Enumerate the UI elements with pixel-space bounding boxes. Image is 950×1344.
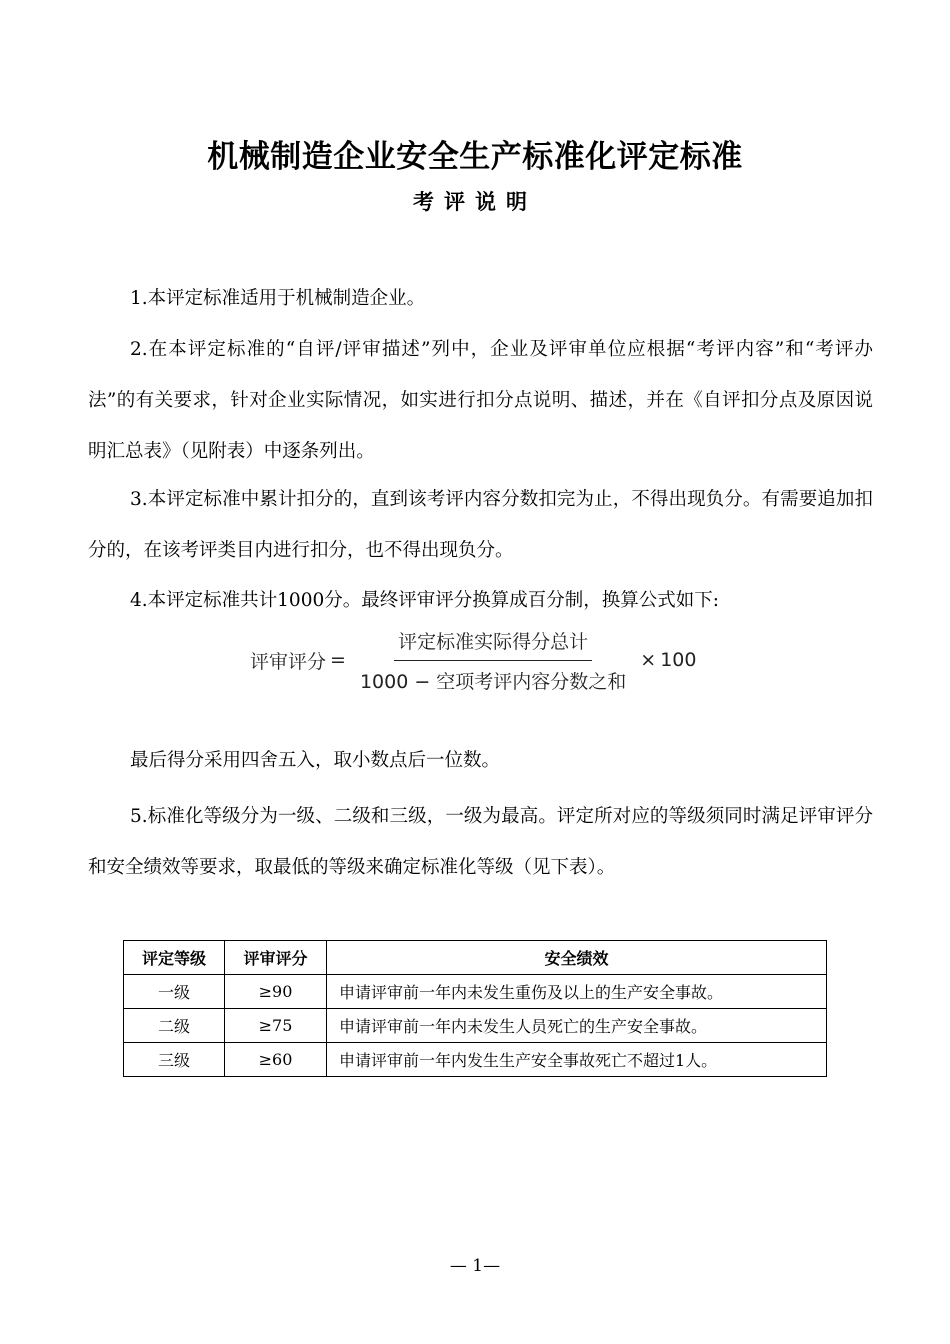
cell-safety-performance: 申请评审前一年内未发生重伤及以上的生产安全事故。 <box>327 975 827 1009</box>
document-subtitle: 考评说明 <box>413 190 537 214</box>
grade-table <box>123 940 827 1077</box>
cell-score: ≥75 <box>225 1009 327 1043</box>
header-score: 评审评分 <box>225 941 327 975</box>
paragraph-3: 3.本评定标准中累计扣分的，直到该考评内容分数扣完为止，不得出现负分。有需要追加扣分的，在该考评类目内进行扣分，也不得出现负分。 <box>88 489 873 561</box>
score-formula <box>250 625 696 695</box>
cell-safety-performance: 申请评审前一年内发生生产安全事故死亡不超过1人。 <box>327 1043 827 1077</box>
formula-numerator: 评定标准实际得分总计 <box>394 627 592 661</box>
page-number: — 1— <box>449 1256 501 1276</box>
cell-score: ≥90 <box>225 975 327 1009</box>
table-row <box>124 975 827 1009</box>
table-row <box>124 1009 827 1043</box>
paragraph-1: 1.本评定标准适用于机械制造企业。 <box>130 288 426 309</box>
cell-grade: 一级 <box>124 975 225 1009</box>
paragraph-2: 2.在本评定标准的“自评/评审描述”列中，企业及评审单位应根据“考评内容”和“考评办法”的有关要求，针对企业实际情况，如实进行扣分点说明、描述，并在《自评扣分点及原因说明汇总表》（见附表）中逐条列出。 <box>88 339 873 462</box>
formula-times: × <box>640 649 657 671</box>
table-header-row <box>124 941 827 975</box>
document-title: 机械制造企业安全生产标准化评定标准 <box>207 139 743 175</box>
header-safety-performance: 安全绩效 <box>327 941 827 975</box>
rounding-note: 最后得分采用四舍五入，取小数点后一位数。 <box>130 750 501 771</box>
header-grade: 评定等级 <box>124 941 225 975</box>
cell-score: ≥60 <box>225 1043 327 1077</box>
formula-multiplier: 100 <box>660 649 697 671</box>
formula-denominator: 1000 − 空项考评内容分数之和 <box>359 670 627 693</box>
cell-grade: 三级 <box>124 1043 225 1077</box>
formula-lhs: 评审评分 <box>250 650 327 673</box>
cell-safety-performance: 申请评审前一年内未发生人员死亡的生产安全事故。 <box>327 1009 827 1043</box>
formula-equals: = <box>330 649 346 671</box>
paragraph-5: 5.标准化等级分为一级、二级和三级，一级为最高。评定所对应的等级须同时满足评审评分和安全绩效等要求，取最低的等级来确定标准化等级（见下表）。 <box>88 806 873 878</box>
table-row <box>124 1043 827 1077</box>
paragraph-4: 4.本评定标准共计1000分。最终评审评分换算成百分制，换算公式如下: <box>130 590 719 611</box>
formula-fraction <box>356 627 630 694</box>
cell-grade: 二级 <box>124 1009 225 1043</box>
